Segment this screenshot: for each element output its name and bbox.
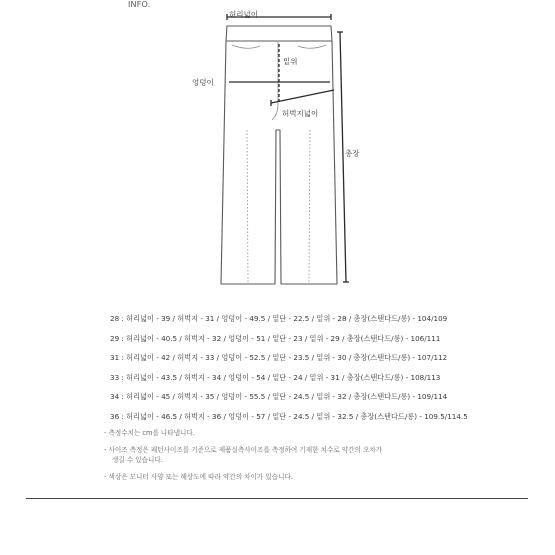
size-row-29: 29 : 허리넓이 - 40.5 / 허벅지 - 32 / 엉덩이 - 51 / 밑단 - 23 / 밑위 - 29 / 총장(스탠다드/롱) - 106/111: [110, 333, 441, 343]
rise-label: 밑위: [283, 57, 298, 66]
size-row-28: 28 : 허리넓이 - 39 / 허벅지 - 31 / 엉덩이 - 49.5 / 밑단 - 22.5 / 밑위 - 28 / 총장(스탠다드/롱) - 104/109: [110, 314, 448, 323]
measure-lines: [227, 14, 349, 282]
size-row-36: 36 : 허리넓이 - 46.5 / 허벅지 - 36 / 엉덩이 - 57 / 밑단 - 24.5 / 밑위 - 32.5 / 총장(스탠다드/롱) - 109.5/114.5: [110, 411, 468, 421]
size-row-33: 33 : 허리넓이 - 43.5 / 허벅지 - 34 / 엉덩이 - 54 / 밑단 - 24 / 밑위 - 31 / 총장(스탠다드/롱) - 108/113: [110, 372, 441, 382]
divider: [26, 498, 528, 499]
note-measurement-line1: - 사이즈 측정은 패턴사이즈를 기준으로 제품실측사이즈를 측정하여 기재한 치수로 약간의 오차가: [104, 445, 383, 454]
size-table: [110, 309, 530, 426]
note-measurement: [104, 445, 534, 466]
note-measurement-line2: 생길 수 있습니다.: [112, 456, 163, 464]
thigh-label: 허벅지넓이: [282, 109, 319, 118]
notes: [104, 428, 534, 488]
waist-label: 허리넓이: [229, 10, 258, 19]
size-row-34: 34 : 허리넓이 - 45 / 허벅지 - 35 / 엉덩이 - 55.5 / 밑단 - 24.5 / 밑위 - 32 / 총장(스탠다드/롱) - 109/114: [110, 392, 448, 401]
size-row-31: 31 : 허리넓이 - 42 / 허벅지 - 33 / 엉덩이 - 52.5 / 밑단 - 23.5 / 밑위 - 30 / 총장(스탠다드/롱) - 107/112: [110, 353, 448, 362]
length-label: 총장: [345, 149, 360, 158]
note-color: - 색상은 모니터 사양 또는 해상도에 따라 약간의 차이가 있습니다.: [104, 472, 293, 481]
info-label: INFO.: [128, 0, 151, 9]
note-unit: - 측정수치는 cm를 나타냅니다.: [104, 429, 195, 437]
hip-label: 엉덩이: [192, 78, 214, 87]
pants-details: [232, 42, 326, 282]
